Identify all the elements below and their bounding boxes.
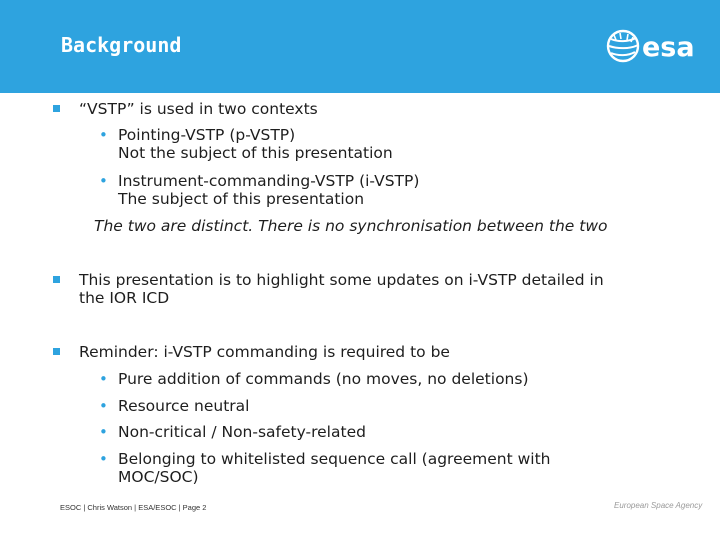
bullet-text: “VSTP” is used in two contexts <box>79 100 318 118</box>
sub-bullet-line: Non-critical / Non-safety-related <box>118 423 366 441</box>
italic-note: The two are distinct. There is no synchronisation between the two <box>94 217 608 235</box>
bullet-item <box>79 343 699 361</box>
dot-bullet-icon: • <box>99 423 108 441</box>
bullet-line: the IOR ICD <box>79 289 170 307</box>
square-bullet-icon <box>53 348 60 355</box>
bullet-text: Reminder: i-VSTP commanding is required to be <box>79 343 450 361</box>
footer-agency-name: European Space Agency <box>614 501 703 510</box>
dot-bullet-icon: • <box>99 126 108 144</box>
footer-info: ESOC | Chris Watson | ESA/ESOC | Page 2 <box>60 503 207 512</box>
sub-bullet-line: Pointing-VSTP (p-VSTP) <box>118 126 296 144</box>
sub-bullet-line: Instrument-commanding-VSTP (i-VSTP) <box>118 172 420 190</box>
dot-bullet-icon: • <box>99 450 108 468</box>
sub-bullet-item <box>99 450 688 486</box>
header-bar <box>0 0 720 93</box>
svg-text:esa: esa <box>642 32 695 63</box>
dot-bullet-icon: • <box>99 370 108 388</box>
dot-bullet-icon: • <box>99 397 108 415</box>
dot-bullet-icon: • <box>99 172 108 190</box>
sub-bullet-item <box>99 423 688 441</box>
bullet-item <box>79 100 699 118</box>
esa-logo <box>606 28 706 64</box>
sub-bullet-item <box>99 370 688 388</box>
sub-bullet-line: The subject of this presentation <box>118 190 365 208</box>
slide-title: Background <box>61 33 182 57</box>
sub-bullet-line: Resource neutral <box>118 397 250 415</box>
sub-bullet-line: MOC/SOC) <box>118 468 199 486</box>
bullet-item <box>79 271 699 307</box>
sub-bullet-line: Pure addition of commands (no moves, no deletions) <box>118 370 529 388</box>
bullet-line: This presentation is to highlight some updates on i-VSTP detailed in <box>79 271 604 289</box>
sub-bullet-item <box>99 126 688 162</box>
sub-bullet-line: Belonging to whitelisted sequence call (agreement with <box>118 450 551 468</box>
sub-bullet-item <box>99 172 688 208</box>
square-bullet-icon <box>53 105 60 112</box>
slide-content <box>0 93 720 493</box>
sub-bullet-line: Not the subject of this presentation <box>118 144 393 162</box>
sub-bullet-item <box>99 397 688 415</box>
square-bullet-icon <box>53 276 60 283</box>
